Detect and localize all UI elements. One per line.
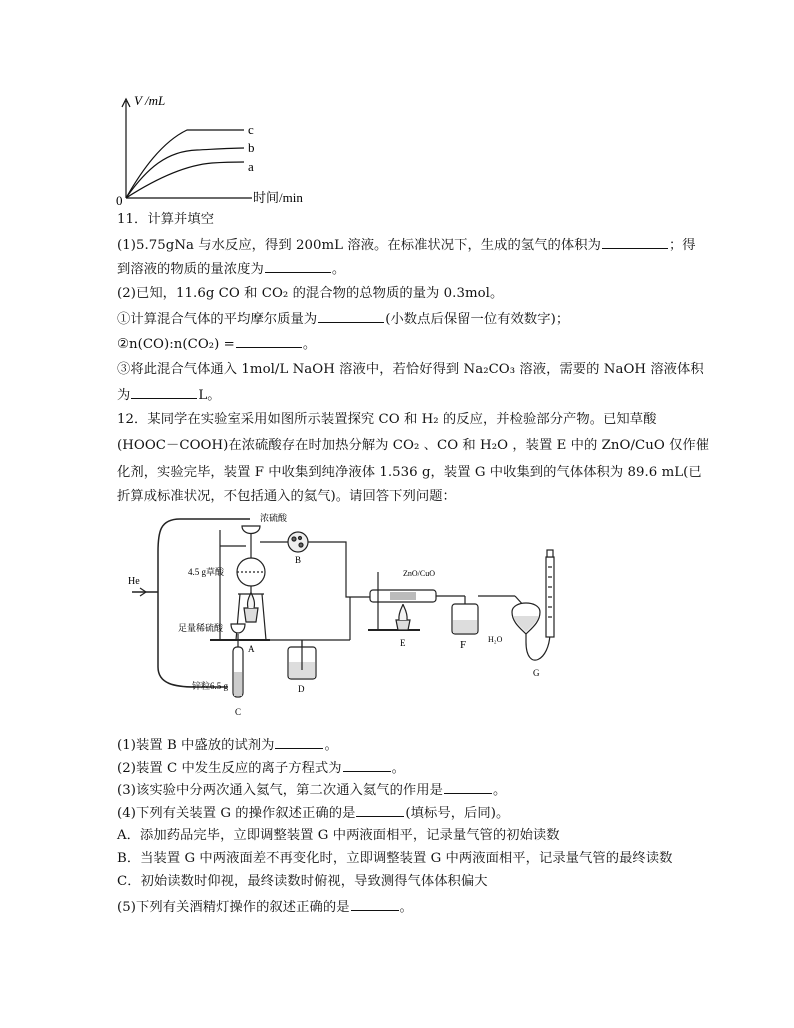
q11-part2-sub1	[117, 309, 569, 330]
q12-sub2	[117, 758, 405, 779]
answer-blank	[356, 803, 404, 817]
answer-blank	[318, 309, 384, 323]
answer-blank	[602, 235, 668, 249]
label-b: B	[295, 555, 302, 565]
answer-blank	[343, 758, 391, 772]
answer-blank	[351, 897, 399, 911]
q11-sub3-tail: L。	[198, 388, 221, 403]
q11-part2-sub3: ③将此混合气体通入 1mol/L NaOH 溶液中，若恰好得到 Na₂CO₃ 溶液，需要的 NaOH 溶液体积	[117, 362, 704, 377]
q12-sub4-text: (4)下列有关装置 G 的操作叙述正确的是	[117, 806, 356, 821]
q12-sub5-end: 。	[399, 900, 413, 915]
q12-line2: (HOOC－COOH)在浓硫酸存在时加热分解为 CO₂ 、CO 和 H₂O ，装置 E 中的 ZnO/CuO 仅作催	[117, 438, 710, 453]
q12-line4: 折算成标准状况，不包括通入的氦气)。请回答下列问题：	[117, 489, 456, 504]
label-zinc: 锌粒6.5 g	[192, 681, 229, 691]
q11-sub2-text: ②n(CO):n(CO₂) =	[117, 337, 235, 352]
curve-label-a: a	[248, 159, 254, 174]
apparatus-g	[512, 550, 554, 660]
label-conc-acid: 浓硫酸	[260, 513, 288, 523]
y-axis-label: V /mL	[134, 93, 166, 108]
q12-option-b: B．当装置 G 中两液面差不再变化时，立即调整装置 G 中两液面相平，记录量气管的最终读数	[117, 851, 673, 866]
q11-sub2-tail: 。	[302, 337, 317, 352]
label-e: E	[400, 638, 406, 648]
q11-part1-line2	[117, 259, 345, 280]
q12-sub4-tail: (填标号，后同)。	[405, 806, 510, 821]
q11-part1-tail: ；得	[668, 238, 696, 253]
q11-part1-text: (1)5.75gNa 与水反应，得到 200mL 溶液。在标准状况下，生成的氢气的体积为	[117, 238, 601, 253]
curve-label-b: b	[248, 140, 255, 155]
q12-sub4	[117, 803, 509, 824]
q11-part1-end: 。	[331, 262, 346, 277]
label-he: He	[128, 576, 140, 587]
q11-part1-line1	[117, 235, 696, 256]
q12-option-a: A．添加药品完毕，立即调整装置 G 中两液面相平，记录量气管的初始读数	[117, 828, 560, 843]
label-oxalic: 4.5 g草酸	[188, 567, 225, 577]
q11-sub1-text: ①计算混合气体的平均摩尔质量为	[117, 312, 318, 327]
apparatus-f	[452, 596, 515, 634]
apparatus-diagram	[120, 512, 580, 722]
answer-blank	[236, 334, 302, 348]
q12-sub1	[117, 735, 338, 756]
volume-time-graph	[112, 85, 322, 207]
label-g: G	[533, 668, 540, 678]
q12-line3: 化剂，实验完毕，装置 F 中收集到纯净液体 1.536 g，装置 G 中收集到的气体体积为 89.6 mL(已	[117, 465, 702, 480]
curve-a	[126, 162, 244, 198]
apparatus-e	[350, 572, 465, 640]
q12-sub5-text: (5)下列有关酒精灯操作的叙述正确的是	[117, 900, 350, 915]
q12-sub1-text: (1)装置 B 中盛放的试剂为	[117, 738, 275, 753]
apparatus-d	[288, 640, 316, 679]
label-d: D	[298, 684, 305, 694]
curve-b	[126, 148, 244, 198]
label-a: A	[248, 644, 255, 654]
x-axis-label: 时间/min	[253, 190, 303, 205]
label-c: C	[235, 707, 242, 717]
answer-blank	[275, 735, 323, 749]
q11-sub1-tail: (小数点后保留一位有效数字)；	[385, 312, 570, 327]
q11-part2-sub3-cont	[117, 385, 221, 406]
label-catalyst: ZnO/CuO	[403, 569, 435, 578]
curve-label-c: c	[248, 122, 254, 137]
q11-part2-sub2	[117, 334, 316, 355]
q12-sub2-end: 。	[391, 761, 405, 776]
q12-sub2-text: (2)装置 C 中发生反应的离子方程式为	[117, 761, 342, 776]
label-water: H₂O	[488, 635, 503, 644]
answer-blank	[131, 385, 197, 399]
q11-title: 11．计算并填空	[117, 212, 215, 227]
q12-sub3	[117, 780, 506, 801]
q11-sub3-text: 为	[117, 388, 131, 403]
q11-part1-text2: 到溶液的物质的量浓度为	[117, 262, 264, 277]
label-dilute-acid: 足量稀硫酸	[178, 623, 224, 633]
origin-label: 0	[116, 193, 123, 207]
answer-blank	[444, 780, 492, 794]
q12-sub1-end: 。	[324, 738, 338, 753]
q11-part2: (2)已知，11.6g CO 和 CO₂ 的混合物的总物质的量为 0.3mol。	[117, 286, 504, 301]
q12-sub3-text: (3)该实验中分两次通入氦气，第二次通入氦气的作用是	[117, 783, 443, 798]
q12-line1: 12．某同学在实验室采用如图所示装置探究 CO 和 H₂ 的反应，并检验部分产物。已知草酸	[117, 412, 657, 427]
answer-blank	[265, 259, 331, 273]
q12-sub5	[117, 897, 413, 918]
label-f: F	[460, 639, 467, 651]
q12-sub3-end: 。	[492, 783, 507, 798]
q12-option-c: C．初始读数时仰视，最终读数时俯视，导致测得气体体积偏大	[117, 874, 488, 889]
